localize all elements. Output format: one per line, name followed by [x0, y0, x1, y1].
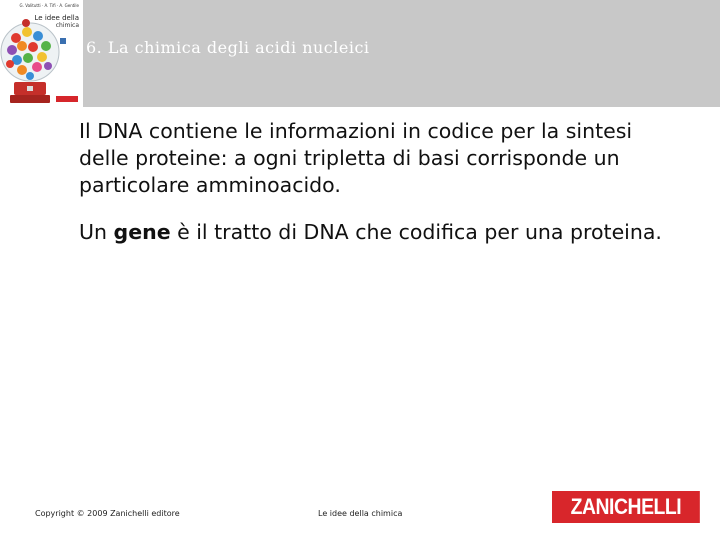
- cover-publisher-badge: [56, 96, 78, 102]
- cover-title-line1: Le idee della: [34, 14, 79, 22]
- gene-suffix: è il tratto di DNA che codifica per una proteina.: [170, 220, 662, 244]
- footer-copyright: Copyright © 2009 Zanichelli editore: [35, 509, 180, 518]
- gene-prefix: Un: [79, 220, 114, 244]
- cover-title-line2: chimica: [55, 22, 79, 29]
- paragraph-dna-info: Il DNA contiene le informazioni in codice per la sintesi delle proteine: a ogni tripletta di basi corrisponde un particolare amminoacido.: [79, 119, 633, 197]
- cover-authors: G. Valitutti · A. Tifi · A. Gentile: [19, 3, 79, 8]
- slide-title: 6. La chimica degli acidi nucleici: [86, 38, 370, 57]
- zanichelli-logo: ZANICHELLI: [552, 491, 700, 523]
- gene-term: gene: [113, 220, 171, 244]
- paragraph-gene-definition: [79, 219, 679, 246]
- footer-book-title: Le idee della chimica: [318, 509, 403, 518]
- book-cover-thumbnail: [0, 0, 83, 107]
- slide-body: [79, 118, 679, 246]
